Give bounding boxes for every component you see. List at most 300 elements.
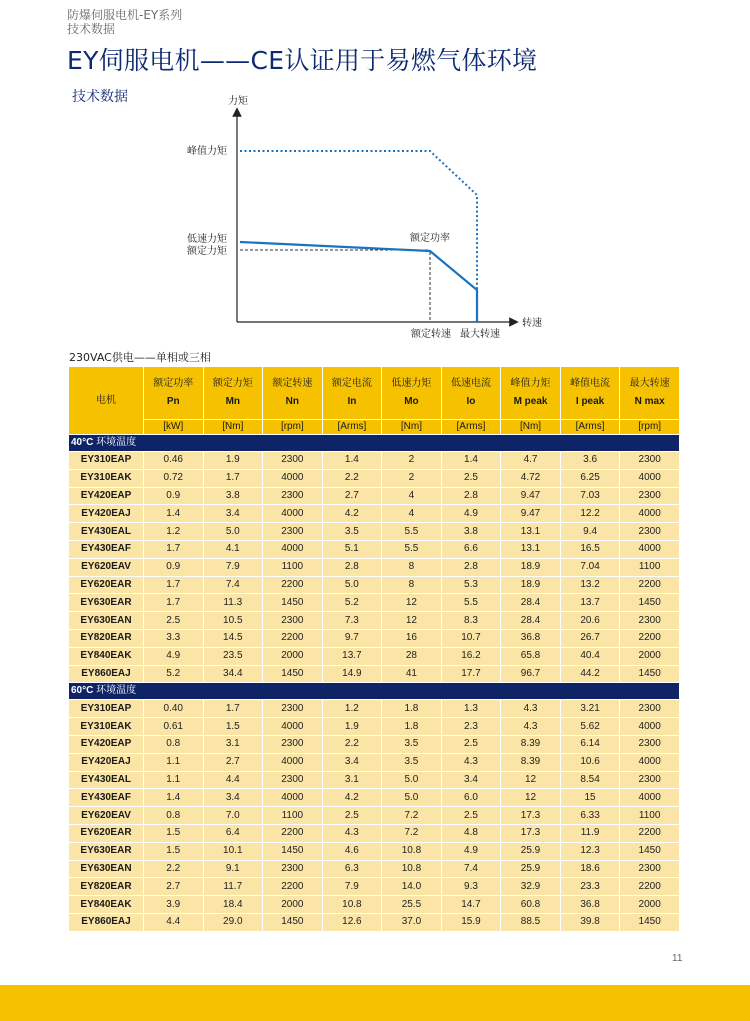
model-column-header: 电机 bbox=[69, 367, 143, 434]
value-cell: 12.3 bbox=[561, 843, 620, 860]
value-cell: 2200 bbox=[263, 878, 322, 895]
value-cell: 1100 bbox=[263, 559, 322, 576]
value-cell: 2 bbox=[382, 470, 441, 487]
value-cell: 3.8 bbox=[204, 488, 263, 505]
value-cell: 6.6 bbox=[442, 541, 501, 558]
value-cell: 4.9 bbox=[442, 843, 501, 860]
column-header bbox=[144, 367, 203, 419]
value-cell: 2000 bbox=[620, 896, 679, 913]
column-header bbox=[620, 367, 679, 419]
section-label-text: 环境温度 bbox=[96, 437, 137, 448]
model-cell: EY420EAP bbox=[69, 488, 143, 505]
value-cell: 9.4 bbox=[561, 523, 620, 540]
value-cell: 4000 bbox=[263, 789, 322, 806]
model-cell: EY310EAK bbox=[69, 718, 143, 735]
column-symbol: Nn bbox=[285, 396, 299, 407]
value-cell: 4000 bbox=[263, 505, 322, 522]
column-unit: [Nm] bbox=[382, 420, 441, 434]
value-cell: 7.2 bbox=[382, 807, 441, 824]
value-cell: 12 bbox=[501, 772, 560, 789]
section-heading: 技术数据 bbox=[72, 89, 128, 105]
value-cell: 1.7 bbox=[144, 577, 203, 594]
model-cell: EY310EAP bbox=[69, 700, 143, 717]
value-cell: 4000 bbox=[263, 470, 322, 487]
column-name: 低速电流 bbox=[450, 378, 491, 389]
value-cell: 4.72 bbox=[501, 470, 560, 487]
label-peak-torque: 峰值力矩 bbox=[187, 146, 227, 157]
value-cell: 36.8 bbox=[561, 896, 620, 913]
column-unit: [Nm] bbox=[204, 420, 263, 434]
value-cell: 6.4 bbox=[204, 825, 263, 842]
table-row bbox=[69, 470, 679, 487]
value-cell: 2200 bbox=[263, 825, 322, 842]
value-cell: 4.7 bbox=[501, 452, 560, 469]
value-cell: 5.5 bbox=[442, 594, 501, 611]
value-cell: 1.8 bbox=[382, 700, 441, 717]
value-cell: 16.2 bbox=[442, 648, 501, 665]
section-row bbox=[69, 683, 679, 699]
table-caption: 230VAC供电——单相或三相 bbox=[69, 351, 211, 364]
value-cell: 4000 bbox=[620, 541, 679, 558]
value-cell: 10.1 bbox=[204, 843, 263, 860]
value-cell: 2300 bbox=[263, 861, 322, 878]
model-cell: EY420EAJ bbox=[69, 505, 143, 522]
value-cell: 2300 bbox=[263, 452, 322, 469]
value-cell: 2 bbox=[382, 452, 441, 469]
value-cell: 2300 bbox=[263, 612, 322, 629]
page-title: EY伺服电机——CE认证用于易燃气体环境 bbox=[67, 46, 538, 75]
value-cell: 2.8 bbox=[323, 559, 382, 576]
column-header bbox=[501, 367, 560, 419]
column-header bbox=[323, 367, 382, 419]
model-cell: EY630EAR bbox=[69, 594, 143, 611]
table-row bbox=[69, 843, 679, 860]
value-cell: 2200 bbox=[620, 878, 679, 895]
value-cell: 23.3 bbox=[561, 878, 620, 895]
model-cell: EY620EAV bbox=[69, 807, 143, 824]
table-row bbox=[69, 772, 679, 789]
column-unit: [Arms] bbox=[561, 420, 620, 434]
value-cell: 6.0 bbox=[442, 789, 501, 806]
value-cell: 39.8 bbox=[561, 914, 620, 931]
value-cell: 6.25 bbox=[561, 470, 620, 487]
column-header bbox=[204, 367, 263, 419]
model-cell: EY620EAV bbox=[69, 559, 143, 576]
table-row bbox=[69, 807, 679, 824]
value-cell: 4 bbox=[382, 488, 441, 505]
value-cell: 12 bbox=[382, 612, 441, 629]
value-cell: 10.5 bbox=[204, 612, 263, 629]
value-cell: 2.5 bbox=[442, 807, 501, 824]
value-cell: 4 bbox=[382, 505, 441, 522]
value-cell: 2300 bbox=[620, 861, 679, 878]
table-row bbox=[69, 577, 679, 594]
value-cell: 1.5 bbox=[204, 718, 263, 735]
x-axis-label: 转速 bbox=[522, 318, 542, 329]
table-row bbox=[69, 789, 679, 806]
value-cell: 20.6 bbox=[561, 612, 620, 629]
column-symbol: M peak bbox=[513, 396, 548, 407]
value-cell: 8 bbox=[382, 577, 441, 594]
value-cell: 5.0 bbox=[382, 772, 441, 789]
value-cell: 29.0 bbox=[204, 914, 263, 931]
value-cell: 4.4 bbox=[144, 914, 203, 931]
value-cell: 4.3 bbox=[501, 700, 560, 717]
value-cell: 4.3 bbox=[323, 825, 382, 842]
value-cell: 5.62 bbox=[561, 718, 620, 735]
value-cell: 2200 bbox=[620, 630, 679, 647]
model-cell: EY420EAJ bbox=[69, 754, 143, 771]
value-cell: 14.5 bbox=[204, 630, 263, 647]
value-cell: 88.5 bbox=[501, 914, 560, 931]
value-cell: 3.4 bbox=[204, 789, 263, 806]
value-cell: 6.14 bbox=[561, 736, 620, 753]
value-cell: 0.61 bbox=[144, 718, 203, 735]
section-temperature: 60°C bbox=[71, 685, 94, 697]
value-cell: 28.4 bbox=[501, 594, 560, 611]
value-cell: 1.5 bbox=[144, 843, 203, 860]
value-cell: 23.5 bbox=[204, 648, 263, 665]
column-unit: [rpm] bbox=[620, 420, 679, 434]
value-cell: 10.7 bbox=[442, 630, 501, 647]
value-cell: 1450 bbox=[263, 843, 322, 860]
value-cell: 0.8 bbox=[144, 736, 203, 753]
value-cell: 7.9 bbox=[204, 559, 263, 576]
page-number: 11 bbox=[672, 953, 683, 964]
value-cell: 8.3 bbox=[442, 612, 501, 629]
value-cell: 2.8 bbox=[442, 559, 501, 576]
value-cell: 7.03 bbox=[561, 488, 620, 505]
value-cell: 96.7 bbox=[501, 666, 560, 683]
value-cell: 4000 bbox=[620, 754, 679, 771]
value-cell: 16.5 bbox=[561, 541, 620, 558]
value-cell: 1.2 bbox=[144, 523, 203, 540]
value-cell: 2200 bbox=[263, 577, 322, 594]
value-cell: 13.7 bbox=[323, 648, 382, 665]
value-cell: 7.0 bbox=[204, 807, 263, 824]
value-cell: 8 bbox=[382, 559, 441, 576]
column-name: 额定功率 bbox=[153, 378, 194, 389]
value-cell: 3.4 bbox=[204, 505, 263, 522]
column-name: 低速力矩 bbox=[391, 378, 432, 389]
value-cell: 1450 bbox=[620, 914, 679, 931]
column-unit: [Nm] bbox=[501, 420, 560, 434]
value-cell: 11.3 bbox=[204, 594, 263, 611]
value-cell: 8.54 bbox=[561, 772, 620, 789]
table-row bbox=[69, 914, 679, 931]
value-cell: 6.3 bbox=[323, 861, 382, 878]
value-cell: 2300 bbox=[620, 523, 679, 540]
spec-table bbox=[68, 366, 680, 932]
model-cell: EY620EAR bbox=[69, 577, 143, 594]
model-cell: EY820EAR bbox=[69, 630, 143, 647]
value-cell: 17.3 bbox=[501, 825, 560, 842]
value-cell: 13.1 bbox=[501, 523, 560, 540]
model-cell: EY430EAF bbox=[69, 789, 143, 806]
value-cell: 10.6 bbox=[561, 754, 620, 771]
value-cell: 2.5 bbox=[144, 612, 203, 629]
label-low-speed-torque: 低速力矩 bbox=[187, 234, 227, 245]
value-cell: 3.5 bbox=[382, 754, 441, 771]
table-row bbox=[69, 666, 679, 683]
value-cell: 5.1 bbox=[323, 541, 382, 558]
table-row bbox=[69, 630, 679, 647]
value-cell: 2000 bbox=[263, 896, 322, 913]
table-row bbox=[69, 896, 679, 913]
value-cell: 14.9 bbox=[323, 666, 382, 683]
value-cell: 4.6 bbox=[323, 843, 382, 860]
column-unit: [Arms] bbox=[442, 420, 501, 434]
breadcrumb-section: 技术数据 bbox=[67, 22, 116, 36]
value-cell: 4000 bbox=[620, 470, 679, 487]
table-row bbox=[69, 505, 679, 522]
table-row bbox=[69, 861, 679, 878]
model-cell: EY630EAR bbox=[69, 843, 143, 860]
model-cell: EY860EAJ bbox=[69, 666, 143, 683]
value-cell: 2.7 bbox=[144, 878, 203, 895]
value-cell: 9.3 bbox=[442, 878, 501, 895]
value-cell: 4000 bbox=[263, 718, 322, 735]
value-cell: 1.4 bbox=[144, 789, 203, 806]
value-cell: 2300 bbox=[620, 452, 679, 469]
value-cell: 2300 bbox=[263, 488, 322, 505]
value-cell: 2300 bbox=[263, 736, 322, 753]
value-cell: 4.9 bbox=[442, 505, 501, 522]
spec-table-body bbox=[69, 435, 679, 931]
value-cell: 26.7 bbox=[561, 630, 620, 647]
section-label-text: 环境温度 bbox=[96, 685, 137, 697]
value-cell: 6.33 bbox=[561, 807, 620, 824]
value-cell: 17.3 bbox=[501, 807, 560, 824]
value-cell: 1450 bbox=[263, 666, 322, 683]
value-cell: 2.5 bbox=[442, 736, 501, 753]
value-cell: 10.8 bbox=[382, 861, 441, 878]
value-cell: 5.0 bbox=[382, 789, 441, 806]
table-row bbox=[69, 488, 679, 505]
value-cell: 4000 bbox=[620, 789, 679, 806]
value-cell: 2300 bbox=[620, 772, 679, 789]
value-cell: 2300 bbox=[620, 488, 679, 505]
peak-torque-line bbox=[240, 151, 477, 290]
value-cell: 41 bbox=[382, 666, 441, 683]
column-name: 额定转速 bbox=[272, 378, 313, 389]
value-cell: 2200 bbox=[620, 825, 679, 842]
section-label bbox=[69, 435, 679, 451]
value-cell: 2000 bbox=[620, 648, 679, 665]
value-cell: 3.1 bbox=[204, 736, 263, 753]
header-row bbox=[69, 367, 679, 419]
value-cell: 5.2 bbox=[144, 666, 203, 683]
section-temperature: 40°C bbox=[71, 437, 94, 448]
value-cell: 2.7 bbox=[204, 754, 263, 771]
value-cell: 1.1 bbox=[144, 754, 203, 771]
value-cell: 1450 bbox=[620, 594, 679, 611]
column-symbol: Pn bbox=[166, 396, 180, 407]
value-cell: 1450 bbox=[263, 594, 322, 611]
value-cell: 0.9 bbox=[144, 488, 203, 505]
table-row bbox=[69, 452, 679, 469]
column-unit: [rpm] bbox=[263, 420, 322, 434]
value-cell: 5.3 bbox=[442, 577, 501, 594]
value-cell: 4000 bbox=[620, 505, 679, 522]
value-cell: 9.1 bbox=[204, 861, 263, 878]
unit-row bbox=[69, 420, 679, 434]
section-row bbox=[69, 435, 679, 451]
label-rated-torque: 额定力矩 bbox=[187, 246, 227, 257]
model-cell: EY840EAK bbox=[69, 648, 143, 665]
value-cell: 2200 bbox=[620, 577, 679, 594]
value-cell: 28 bbox=[382, 648, 441, 665]
value-cell: 18.9 bbox=[501, 577, 560, 594]
value-cell: 10.8 bbox=[323, 896, 382, 913]
value-cell: 3.4 bbox=[442, 772, 501, 789]
column-name: 最大转速 bbox=[629, 378, 670, 389]
value-cell: 1100 bbox=[620, 559, 679, 576]
value-cell: 13.1 bbox=[501, 541, 560, 558]
value-cell: 5.0 bbox=[323, 577, 382, 594]
model-cell: EY840EAK bbox=[69, 896, 143, 913]
torque-speed-chart bbox=[0, 88, 750, 350]
model-cell: EY310EAP bbox=[69, 452, 143, 469]
value-cell: 8.39 bbox=[501, 754, 560, 771]
spec-table-head bbox=[69, 367, 679, 434]
value-cell: 4.9 bbox=[144, 648, 203, 665]
table-row bbox=[69, 648, 679, 665]
value-cell: 4.2 bbox=[323, 505, 382, 522]
model-cell: EY620EAR bbox=[69, 825, 143, 842]
table-row bbox=[69, 594, 679, 611]
value-cell: 14.7 bbox=[442, 896, 501, 913]
value-cell: 2.5 bbox=[442, 470, 501, 487]
value-cell: 1450 bbox=[620, 666, 679, 683]
value-cell: 37.0 bbox=[382, 914, 441, 931]
value-cell: 1.2 bbox=[323, 700, 382, 717]
value-cell: 1.7 bbox=[144, 541, 203, 558]
value-cell: 1.4 bbox=[323, 452, 382, 469]
table-row bbox=[69, 825, 679, 842]
value-cell: 2300 bbox=[263, 700, 322, 717]
label-rated-speed: 额定转速 bbox=[411, 329, 451, 340]
column-unit: [Arms] bbox=[323, 420, 382, 434]
value-cell: 3.3 bbox=[144, 630, 203, 647]
model-cell: EY860EAJ bbox=[69, 914, 143, 931]
value-cell: 5.5 bbox=[382, 541, 441, 558]
column-symbol: Mo bbox=[404, 396, 419, 407]
table-row bbox=[69, 718, 679, 735]
value-cell: 15 bbox=[561, 789, 620, 806]
column-symbol: Mn bbox=[225, 396, 241, 407]
value-cell: 9.7 bbox=[323, 630, 382, 647]
value-cell: 65.8 bbox=[501, 648, 560, 665]
value-cell: 60.8 bbox=[501, 896, 560, 913]
value-cell: 28.4 bbox=[501, 612, 560, 629]
value-cell: 2.2 bbox=[323, 736, 382, 753]
value-cell: 2000 bbox=[263, 648, 322, 665]
value-cell: 13.7 bbox=[561, 594, 620, 611]
table-row bbox=[69, 612, 679, 629]
value-cell: 12 bbox=[382, 594, 441, 611]
table-row bbox=[69, 523, 679, 540]
table-row bbox=[69, 559, 679, 576]
table-row bbox=[69, 736, 679, 753]
value-cell: 25.9 bbox=[501, 861, 560, 878]
value-cell: 1.7 bbox=[204, 700, 263, 717]
label-max-speed: 最大转速 bbox=[460, 329, 500, 340]
value-cell: 1.4 bbox=[442, 452, 501, 469]
column-symbol: N max bbox=[634, 396, 665, 407]
value-cell: 4.1 bbox=[204, 541, 263, 558]
value-cell: 2300 bbox=[263, 523, 322, 540]
value-cell: 4.8 bbox=[442, 825, 501, 842]
column-symbol: Io bbox=[466, 396, 476, 407]
value-cell: 9.47 bbox=[501, 505, 560, 522]
value-cell: 7.4 bbox=[204, 577, 263, 594]
column-header bbox=[263, 367, 322, 419]
value-cell: 0.72 bbox=[144, 470, 203, 487]
value-cell: 3.8 bbox=[442, 523, 501, 540]
value-cell: 3.9 bbox=[144, 896, 203, 913]
value-cell: 1450 bbox=[263, 914, 322, 931]
column-name: 额定电流 bbox=[331, 378, 372, 389]
value-cell: 0.40 bbox=[144, 700, 203, 717]
value-cell: 8.39 bbox=[501, 736, 560, 753]
y-axis-label: 力矩 bbox=[228, 96, 248, 107]
value-cell: 4.3 bbox=[501, 718, 560, 735]
table-row bbox=[69, 541, 679, 558]
value-cell: 11.7 bbox=[204, 878, 263, 895]
value-cell: 44.2 bbox=[561, 666, 620, 683]
column-name: 峰值力矩 bbox=[510, 378, 551, 389]
value-cell: 16 bbox=[382, 630, 441, 647]
value-cell: 25.9 bbox=[501, 843, 560, 860]
value-cell: 36.8 bbox=[501, 630, 560, 647]
value-cell: 5.5 bbox=[382, 523, 441, 540]
value-cell: 18.4 bbox=[204, 896, 263, 913]
footer-band bbox=[0, 985, 750, 1021]
column-name: 额定力矩 bbox=[212, 378, 253, 389]
value-cell: 1100 bbox=[263, 807, 322, 824]
value-cell: 7.04 bbox=[561, 559, 620, 576]
column-symbol: I peak bbox=[575, 396, 605, 407]
model-cell: EY310EAK bbox=[69, 470, 143, 487]
value-cell: 40.4 bbox=[561, 648, 620, 665]
value-cell: 3.4 bbox=[323, 754, 382, 771]
column-name: 峰值电流 bbox=[570, 378, 611, 389]
value-cell: 2.7 bbox=[323, 488, 382, 505]
value-cell: 3.21 bbox=[561, 700, 620, 717]
value-cell: 2.5 bbox=[323, 807, 382, 824]
table-row bbox=[69, 700, 679, 717]
value-cell: 4.4 bbox=[204, 772, 263, 789]
model-cell: EY630EAN bbox=[69, 612, 143, 629]
column-header bbox=[561, 367, 620, 419]
value-cell: 4000 bbox=[263, 754, 322, 771]
column-header bbox=[382, 367, 441, 419]
value-cell: 0.8 bbox=[144, 807, 203, 824]
value-cell: 2.2 bbox=[144, 861, 203, 878]
value-cell: 34.4 bbox=[204, 666, 263, 683]
column-unit: [kW] bbox=[144, 420, 203, 434]
value-cell: 1.9 bbox=[323, 718, 382, 735]
value-cell: 2200 bbox=[263, 630, 322, 647]
value-cell: 2.2 bbox=[323, 470, 382, 487]
model-cell: EY430EAL bbox=[69, 523, 143, 540]
value-cell: 32.9 bbox=[501, 878, 560, 895]
model-cell: EY430EAF bbox=[69, 541, 143, 558]
value-cell: 4000 bbox=[620, 718, 679, 735]
value-cell: 3.1 bbox=[323, 772, 382, 789]
value-cell: 17.7 bbox=[442, 666, 501, 683]
